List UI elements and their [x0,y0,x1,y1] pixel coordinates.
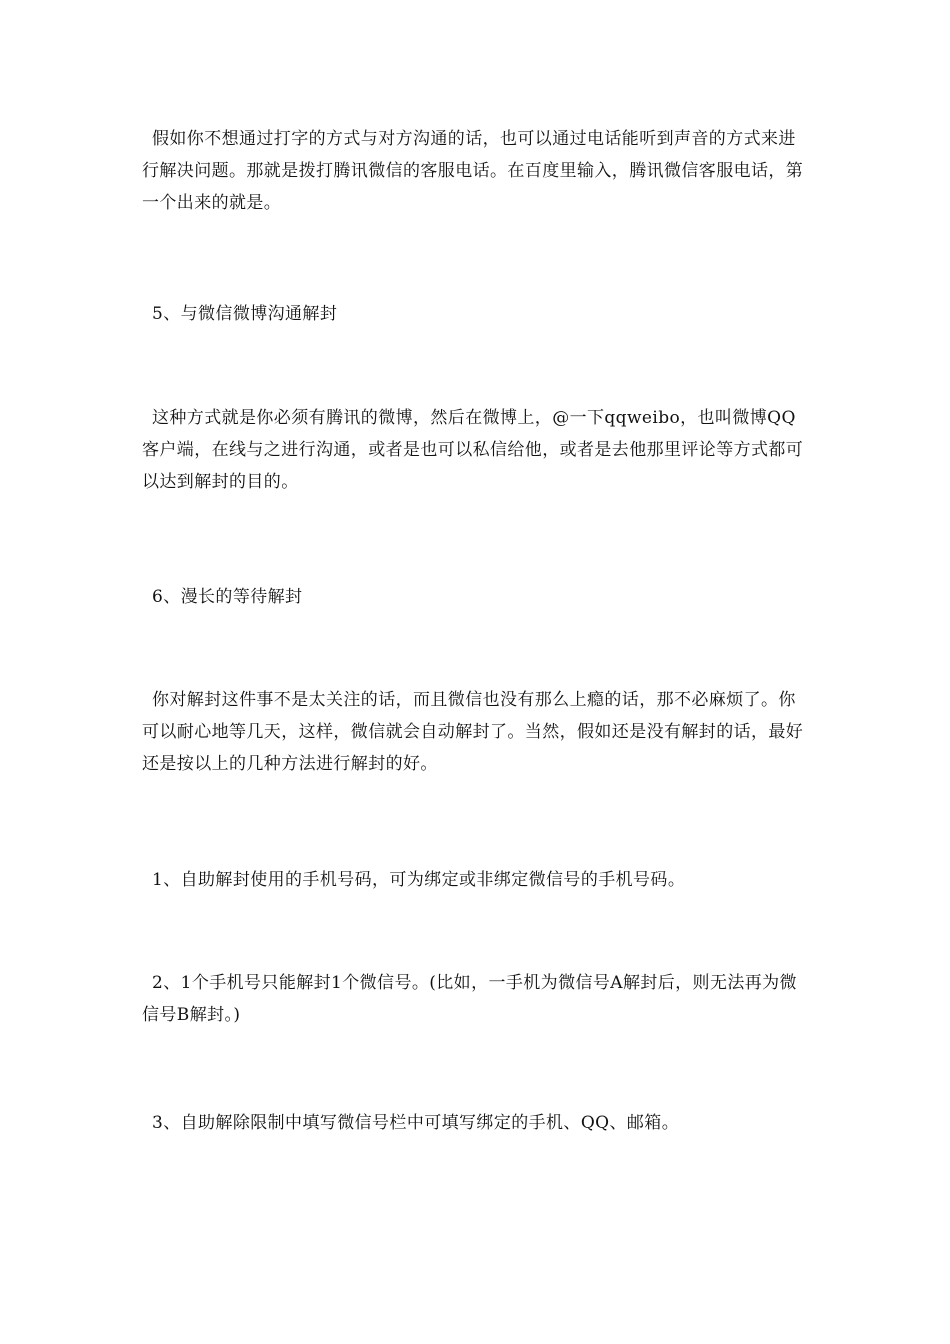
heading-weibo-unblock: 5、与微信微博沟通解封 [152,304,338,324]
paragraph-phone-service: 假如你不想通过打字的方式与对方沟通的话，也可以通过电话能听到声音的方式来进行解决问题。那就是拨打腾讯微信的客服电话。在百度里输入，腾讯微信客服电话，第一个出来的就是。 [142,129,804,213]
paragraph-wait-method: 你对解封这件事不是太关注的话，而且微信也没有那么上瘾的话，那不必麻烦了。你可以耐心地等几天，这样，微信就会自动解封了。当然，假如还是没有解封的话，最好还是按以上的几种方法进行解封的好。 [142,690,804,774]
note-account-field: 3、自助解除限制中填写微信号栏中可填写绑定的手机、QQ、邮箱。 [152,1113,680,1133]
paragraph-weibo-method: 这种方式就是你必须有腾讯的微博，然后在微博上，@一下qqweibo，也叫微博QQ客户端，在线与之进行沟通，或者是也可以私信给他，或者是去他那里评论等方式都可以达到解封的目的。 [142,408,804,492]
note-one-phone-one-account: 2、1个手机号只能解封1个微信号。(比如，一手机为微信号A解封后，则无法再为微信号B解封。) [142,973,797,1025]
note-phone-number: 1、自助解封使用的手机号码，可为绑定或非绑定微信号的手机号码。 [152,870,686,890]
heading-wait-unblock: 6、漫长的等待解封 [152,587,303,607]
